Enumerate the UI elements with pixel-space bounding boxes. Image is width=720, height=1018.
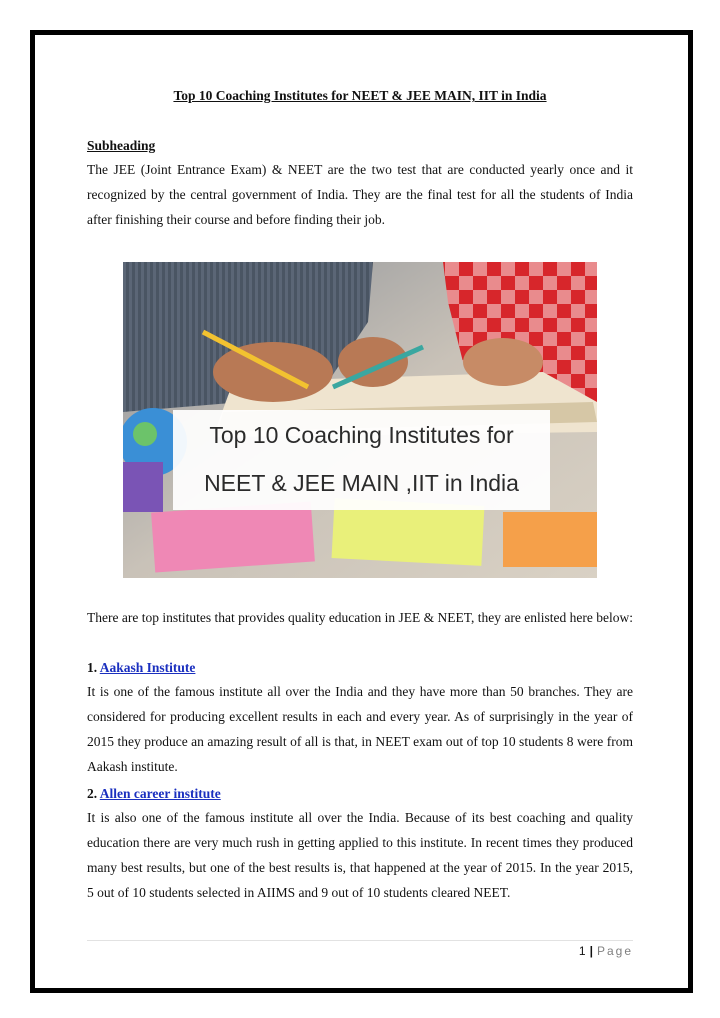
hero-caption-box [173,410,550,510]
footer-divider [87,940,633,941]
list-intro-paragraph: There are top institutes that provides quality education in JEE & NEET, they are enlisted here below: [87,610,633,625]
list-item-description: It is also one of the famous institute all over the India. Because of its best coaching and quality education there are very much rush in getting applied to this institute. In recent times they produced many best results, but one of the best results is, that happened at the year of 2015. In the year 2015, 5 out of 10 students selected in AIIMS and 9 out of 10 students cleared NEET. [87,810,633,900]
hero-caption-line: Top 10 Coaching Institutes for [209,422,514,448]
subheading: Subheading [87,138,156,153]
intro-paragraph: The JEE (Joint Entrance Exam) & NEET are the two test that are conducted yearly once and it recognized by the central government of India. They are the final test for all the students of India after finishing their course and before finding their job. [87,162,633,227]
page-number: 1 [578,944,586,958]
list-item-description: It is one of the famous institute all over the India and they have more than 50 branches. They are considered for producing excellent results in each and every year. As of surprisingly in the year of 2015 they produce an amazing result of all is that, in NEET exam out of top 10 students 8 were from Aakash institute. [87,684,633,774]
page-label: Page [596,944,633,958]
document-title: Top 10 Coaching Institutes for NEET & JEE MAIN, IIT in India [173,88,547,103]
footer-separator: | [589,944,593,958]
list-item-number: 1. [87,660,98,675]
list-item-number: 2. [87,786,98,801]
allen-career-institute-link[interactable]: Allen career institute [99,786,221,801]
hero-caption-line: NEET & JEE MAIN ,IIT in India [204,470,519,496]
page-footer [87,944,633,958]
list-item-heading [87,786,221,802]
hero-image [123,262,597,578]
list-item-heading [87,660,195,676]
aakash-institute-link[interactable]: Aakash Institute [99,660,196,675]
